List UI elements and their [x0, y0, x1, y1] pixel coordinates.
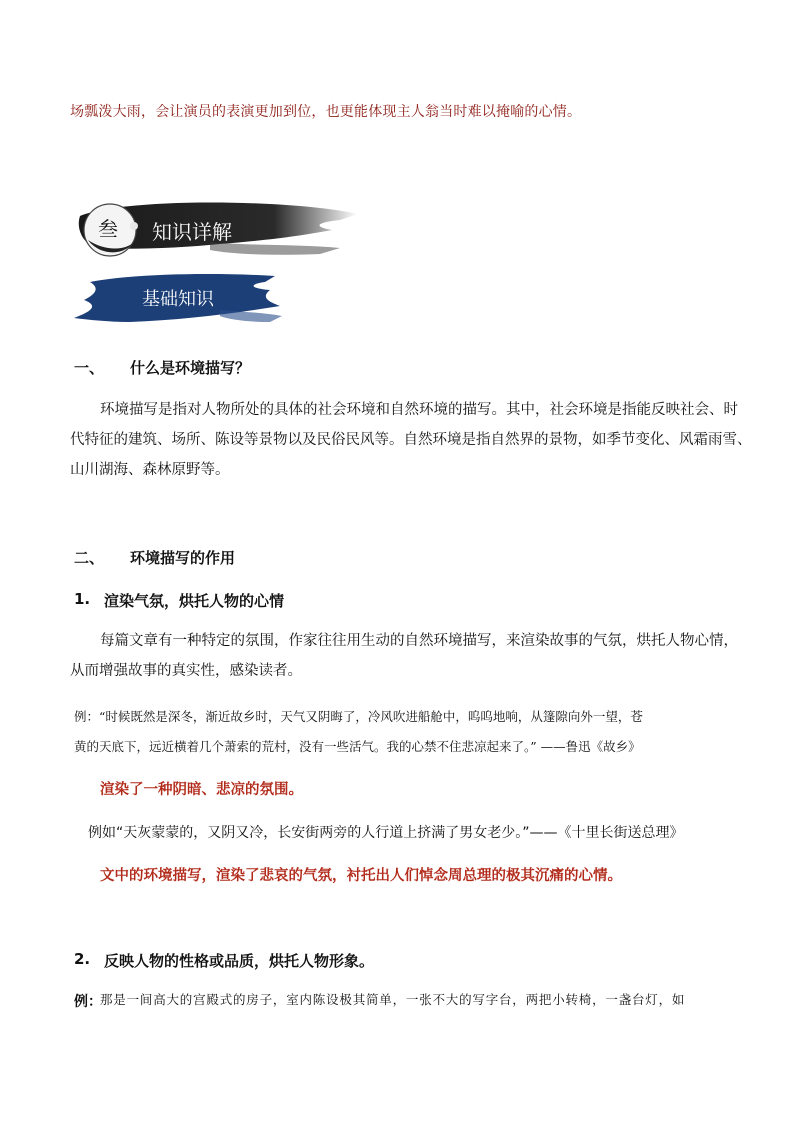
subsection2-title: 反映人物的性格或品质，烘托人物形象。 [104, 952, 375, 970]
example-note-1: 渲染了一种阴暗、悲凉的氛围。 [100, 782, 303, 798]
banner-title: 知识详解 [152, 220, 232, 244]
subsection-banner-title: 基础知识 [142, 289, 214, 310]
section1-title: 什么是环境描写？ [130, 359, 251, 377]
section1-line-3: 山川湖海、森林原野等。 [70, 462, 230, 478]
banner-number: 叁 [98, 217, 118, 241]
subsection-banner [70, 268, 285, 328]
subsection1-title: 渲染气氛，烘托人物的心情 [104, 592, 285, 610]
example-note-2: 文中的环境描写，渲染了悲哀的气氛，衬托出人们悼念周总理的极其沉痛的心情。 [100, 868, 622, 884]
subsection1-number: 1. [74, 590, 91, 608]
section-banner [70, 196, 360, 264]
section1-number: 一、 [74, 359, 105, 377]
section2-title: 环境描写的作用 [130, 549, 236, 567]
carryover-text: 场瓢泼大雨，会让演员的表演更加到位，也更能体现主人翁当时难以掩喻的心情。 [70, 104, 582, 120]
section1-line-1: 环境描写是指对人物所处的具体的社会环境和自然环境的描写。其中，社会环境是指能反映社会、时 [100, 402, 738, 418]
subsection2-example-text: 那是一间高大的宫殿式的房子，室内陈设极其简单，一张不大的写字台，两把小转椅，一盏台灯，如 [100, 992, 686, 1007]
example-quote-line-2: 黄的天底下，远近横着几个萧索的荒村，没有一些活气。我的心禁不住悲凉起来了。” ——鲁迅《故乡》 [74, 739, 641, 754]
subsection1-line-2: 从而增强故事的真实性，感染读者。 [70, 663, 302, 679]
section2-number: 二、 [74, 549, 105, 567]
example-quote-line-1: 例：“时候既然是深冬，渐近故乡时，天气又阴晦了，冷风吹进船舱中，呜呜地响，从篷隙向外一望，苍 [74, 709, 643, 724]
subsection1-line-1: 每篇文章有一种特定的氛围，作家往往用生动的自然环境描写，来渲染故事的气氛，烘托人物心情， [100, 633, 738, 649]
example-quote-2: 例如“天灰蒙蒙的，又阴又冷，长安街两旁的人行道上挤满了男女老少。”——《十里长街送总理》 [88, 825, 684, 841]
banner-dot-icon [130, 222, 138, 230]
section1-line-2: 代特征的建筑、场所、陈设等景物以及民俗民风等。自然环境是指自然界的景物，如季节变化、风霜雨雪、 [70, 432, 752, 448]
subsection2-example-label: 例： [74, 994, 102, 1010]
subsection2-number: 2. [74, 950, 91, 968]
